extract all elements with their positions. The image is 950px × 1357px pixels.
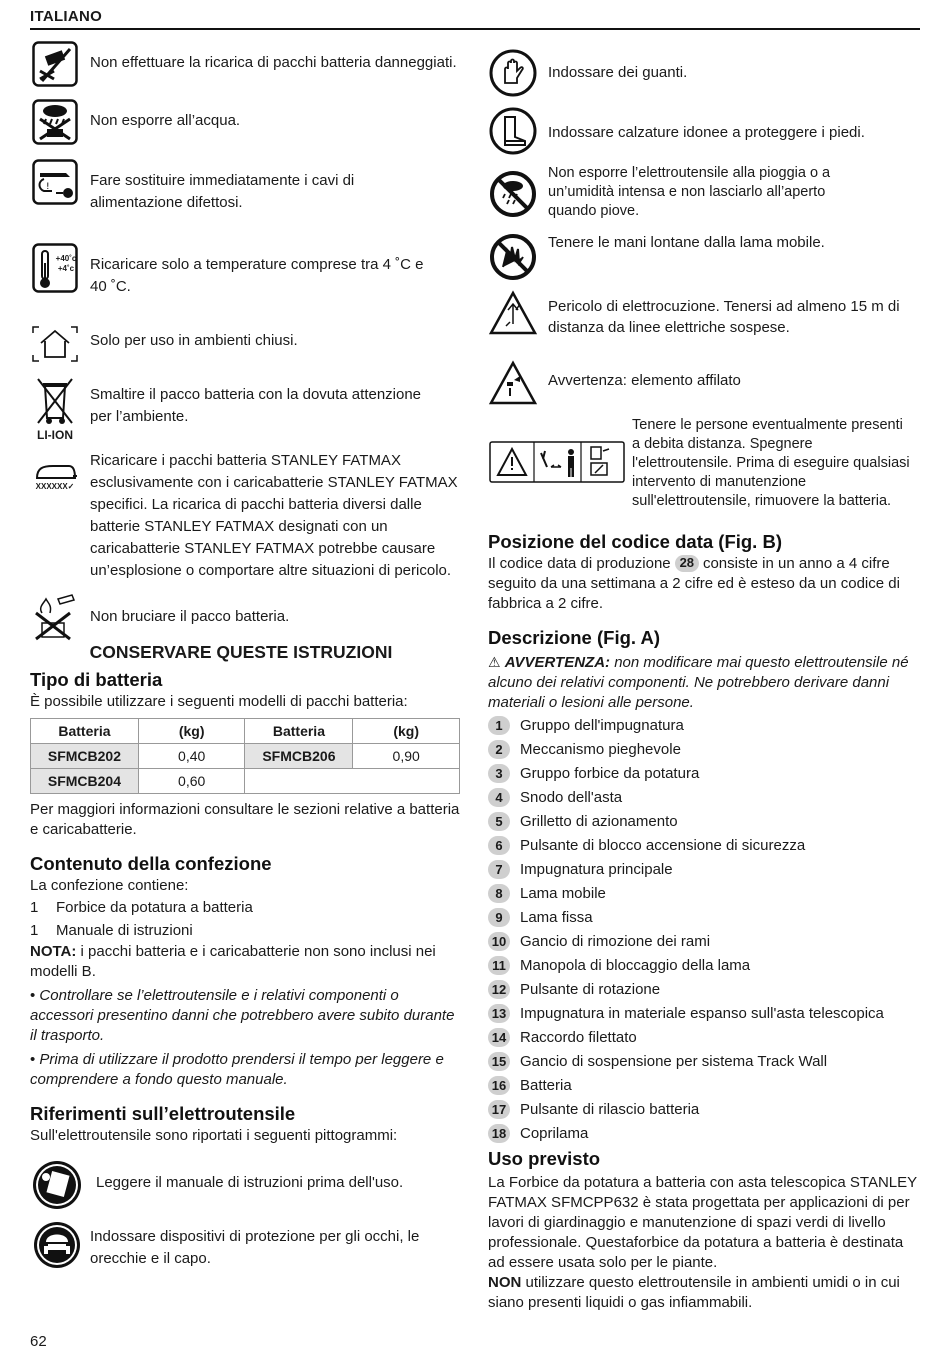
item-number: 7 xyxy=(488,860,510,879)
item-label: Raccordo filettato xyxy=(520,1028,637,1046)
references-title: Riferimenti sull’elettroutensile xyxy=(30,1103,296,1124)
pictogram-item xyxy=(30,1218,462,1274)
pictogram-text: Indossare dei guanti. xyxy=(548,64,688,81)
battery-type-intro: È possibile utilizzare i seguenti modelli di pacchi batteria: xyxy=(30,693,408,710)
warning-item xyxy=(30,454,462,592)
list-item xyxy=(488,713,920,737)
warning-triangle-icon: ⚠ xyxy=(488,654,501,670)
right-column xyxy=(488,40,920,1313)
recycle-bin-icon xyxy=(30,376,80,448)
list-item xyxy=(488,761,920,785)
package-note xyxy=(30,942,462,982)
language-label: ITALIANO xyxy=(30,8,103,25)
note-text: i pacchi batteria e i caricabatterie non sono inclusi nei modelli B. xyxy=(30,943,436,980)
damaged-battery-icon xyxy=(30,40,80,88)
charger-label: XXXXXX✓ xyxy=(35,481,75,491)
list-item xyxy=(30,896,462,919)
item-label: Pulsante di blocco accensione di sicurezza xyxy=(520,836,806,854)
item-label: Impugnatura in materiale espanso sull'asta telescopica xyxy=(520,1004,884,1022)
list-item xyxy=(488,1025,920,1049)
item-number: 13 xyxy=(488,1004,510,1023)
boots-icon xyxy=(488,106,538,156)
list-item xyxy=(488,953,920,977)
charger-icon xyxy=(30,454,80,498)
svg-text:!: ! xyxy=(46,182,50,192)
list-item xyxy=(488,1097,920,1121)
date-code-badge: 28 xyxy=(675,555,699,572)
item-label: Gancio di sospensione per sistema Track Wall xyxy=(520,1052,828,1070)
no-rain-icon xyxy=(488,166,538,222)
empty-cell xyxy=(245,769,460,794)
no-fire-icon xyxy=(30,592,80,642)
no-water-icon xyxy=(30,98,80,146)
list-item xyxy=(488,1073,920,1097)
item-label: Gancio di rimozione dei rami xyxy=(520,932,711,950)
list-item xyxy=(488,929,920,953)
item-number: 4 xyxy=(488,788,510,807)
battery-table xyxy=(30,718,460,794)
package-intro: La confezione contiene: xyxy=(30,877,189,894)
list-item xyxy=(488,1049,920,1073)
item-label: Forbice da potatura a batteria xyxy=(56,899,253,916)
list-item xyxy=(488,737,920,761)
protective-gear-icon xyxy=(30,1218,84,1272)
item-label: Impugnatura principale xyxy=(520,860,673,878)
pictogram-text: Avvertenza: elemento affilato xyxy=(548,372,741,389)
note-label: NOTA: xyxy=(30,943,77,960)
page-header xyxy=(30,8,920,30)
date-code-text-after: consiste in un anno a 4 cifre seguito da una settimana a 2 cifre ed è esteso da un codice di fabbrica a 2 cifre. xyxy=(488,555,900,612)
warning-text: Ricaricare solo a temperature comprese tra 4 ˚C e 40 ˚C. xyxy=(90,256,424,295)
item-number: 8 xyxy=(488,884,510,903)
keep-instructions-heading: CONSERVARE QUESTE ISTRUZIONI xyxy=(89,642,393,662)
component-list xyxy=(488,713,920,1145)
non-text: utilizzare questo elettroutensile in ambienti umidi o in cui siano presenti liquidi o gas infiammabili. xyxy=(488,1274,900,1311)
model-cell: SFMCB204 xyxy=(31,769,139,794)
intended-use-warning xyxy=(488,1273,920,1313)
weight-cell: 0,90 xyxy=(353,744,460,769)
pictogram-text: Indossare dispositivi di protezione per gli occhi, le orecchie e il capo. xyxy=(90,1228,420,1267)
item-number: 14 xyxy=(488,1028,510,1047)
pictogram-item xyxy=(30,1158,462,1216)
intended-use-text: La Forbice da potatura a batteria con asta telescopica STANLEY FATMAX SFMCPP632 è stata progettata per applicazioni di per lavori di giardinaggio e manutenzione di spazi verdi di livello professionale. Questaforbice da potatura a batteria è destinata ad essere usata solo per le piante. xyxy=(488,1174,917,1271)
thermometer-label-bottom: +4˚c xyxy=(57,263,75,273)
pictogram-text: Indossare calzature idonee a proteggere i piedi. xyxy=(548,124,865,141)
bullet-text: Prima di utilizzare il prodotto prendersi il tempo per leggere e comprendere a fondo questo manuale. xyxy=(30,1051,444,1088)
date-code-text-before: Il codice data di produzione xyxy=(488,555,675,572)
list-item xyxy=(488,809,920,833)
warning-text: Solo per uso in ambienti chiusi. xyxy=(90,332,298,349)
non-label: NON xyxy=(488,1274,522,1291)
thermometer-icon xyxy=(30,242,80,294)
page-number: 62 xyxy=(30,1333,47,1350)
keep-distance-icon xyxy=(488,422,626,502)
pictogram-text: Leggere il manuale di istruzioni prima dell'uso. xyxy=(96,1174,404,1191)
item-number: 1 xyxy=(488,716,510,735)
warning-label: AVVERTENZA: xyxy=(504,654,611,671)
item-number: 16 xyxy=(488,1076,510,1095)
date-code-title: Posizione del codice data (Fig. B) xyxy=(488,531,782,552)
pictogram-text: Tenere le persone eventualmente presenti a debita distanza. Spegnere l'elettroutensile. Prima di eseguire qualsiasi intervento di manutenzione sull'elettroutensile, rimuovere la batteria. xyxy=(632,417,910,509)
pictogram-text: Non esporre l’elettroutensile alla pioggia o a un’umidità intensa e non lasciarlo all’aperto quando piove. xyxy=(548,165,831,219)
item-label: Meccanismo pieghevole xyxy=(520,740,681,758)
date-code-text xyxy=(488,554,920,614)
pictogram-item xyxy=(488,106,920,158)
electrocution-warning-icon xyxy=(488,288,538,338)
list-item xyxy=(488,881,920,905)
header-cell: Batteria xyxy=(245,719,353,744)
item-label: Lama mobile xyxy=(520,884,606,902)
item-label: Manopola di bloccaggio della lama xyxy=(520,956,751,974)
item-number: 11 xyxy=(488,956,510,975)
indoor-house-icon xyxy=(30,324,80,364)
item-number: 3 xyxy=(488,764,510,783)
item-qty: 1 xyxy=(30,922,39,939)
item-number: 6 xyxy=(488,836,510,855)
bullet-item: • Prima di utilizzare il prodotto prendersi il tempo per leggere e comprendere a fondo questo manuale. xyxy=(30,1051,444,1088)
item-number: 15 xyxy=(488,1052,510,1071)
warning-text: Ricaricare i pacchi batteria STANLEY FATMAX esclusivamente con i caricabatterie STANLEY FATMAX specifici. La ricarica di pacchi batteria diversi dalle batterie STANLEY FATMAX designati con un caricabatterie STANLEY FATMAX potrebbe causare un’esplosione o comportare altre situazioni di pericolo. xyxy=(90,452,458,579)
item-label: Batteria xyxy=(520,1076,572,1094)
pictogram-text: Pericolo di elettrocuzione. Tenersi ad almeno 15 m di distanza da linee elettriche sospese. xyxy=(548,298,900,336)
item-number: 5 xyxy=(488,812,510,831)
warning-text: Non esporre all’acqua. xyxy=(90,112,241,129)
warning-text: non modificare mai questo elettroutensile né alcuno dei relativi componenti. Ne potrebbero derivare danni materiali o lesioni alle persone. xyxy=(488,654,909,711)
pictogram-item xyxy=(488,358,920,418)
warning-text: Non effettuare la ricarica di pacchi batteria danneggiati. xyxy=(90,54,457,71)
item-label: Lama fissa xyxy=(520,908,593,926)
item-number: 18 xyxy=(488,1124,510,1143)
list-item xyxy=(488,977,920,1001)
list-item xyxy=(488,785,920,809)
list-item xyxy=(488,1121,920,1145)
gloves-icon xyxy=(488,48,538,98)
warning-text: Non bruciare il pacco batteria. xyxy=(90,608,290,625)
warning-item xyxy=(30,324,462,372)
package-title: Contenuto della confezione xyxy=(30,853,272,874)
warning-text: Fare sostituire immediatamente i cavi di alimentazione difettosi. xyxy=(90,172,355,211)
item-number: 17 xyxy=(488,1100,510,1119)
item-label: Grilletto di azionamento xyxy=(520,812,678,830)
warning-item xyxy=(30,376,462,454)
header-cell: (kg) xyxy=(353,719,460,744)
warning-text: Smaltire il pacco batteria con la dovuta attenzione per l’ambiente. xyxy=(90,386,422,425)
description-warning xyxy=(488,652,920,713)
list-item xyxy=(488,857,920,881)
header-cell: (kg) xyxy=(138,719,245,744)
warning-item xyxy=(30,242,462,324)
list-item xyxy=(30,919,462,942)
model-cell: SFMCB206 xyxy=(245,744,353,769)
item-label: Coprilama xyxy=(520,1124,589,1142)
pictogram-text: Tenere le mani lontane dalla lama mobile. xyxy=(548,234,825,251)
intended-use-title: Uso previsto xyxy=(488,1148,601,1169)
item-label: Gruppo dell'impugnatura xyxy=(520,716,684,734)
pictogram-item xyxy=(488,48,920,106)
pictogram-item xyxy=(488,417,920,526)
item-number: 10 xyxy=(488,932,510,951)
warning-item xyxy=(30,98,462,158)
model-cell: SFMCB202 xyxy=(31,744,139,769)
bullet-text: Controllare se l’elettroutensile e i relativi componenti o accessori presentino danni che potrebbero avere subito durante il trasporto. xyxy=(30,987,455,1044)
item-number: 2 xyxy=(488,740,510,759)
item-number: 12 xyxy=(488,980,510,999)
item-qty: 1 xyxy=(30,899,39,916)
weight-cell: 0,40 xyxy=(138,744,245,769)
battery-type-title: Tipo di batteria xyxy=(30,669,163,690)
warning-item xyxy=(30,158,462,238)
warning-item xyxy=(30,592,462,644)
item-label: Pulsante di rotazione xyxy=(520,980,661,998)
item-label: Snodo dell'asta xyxy=(520,788,623,806)
sharp-element-warning-icon xyxy=(488,358,538,408)
pictogram-item xyxy=(488,166,920,232)
references-intro: Sull'elettroutensile sono riportati i seguenti pittogrammi: xyxy=(30,1127,398,1144)
item-label: Gruppo forbice da potatura xyxy=(520,764,700,782)
header-cell: Batteria xyxy=(31,719,139,744)
table-row xyxy=(31,744,460,769)
pictogram-item xyxy=(488,288,920,358)
description-title: Descrizione (Fig. A) xyxy=(488,627,661,648)
left-column xyxy=(30,40,462,1274)
thermometer-label-top: +40˚c xyxy=(55,253,77,263)
pictogram-item xyxy=(488,232,920,284)
item-number: 9 xyxy=(488,908,510,927)
bullet-item: • Controllare se l’elettroutensile e i relativi componenti o accessori presentino danni che potrebbero avere subito durante il trasporto. xyxy=(30,987,455,1044)
item-label: Pulsante di rilascio batteria xyxy=(520,1100,700,1118)
battery-note: Per maggiori informazioni consultare le sezioni relative a batteria e caricabatterie. xyxy=(30,801,460,838)
read-manual-icon xyxy=(30,1158,84,1212)
list-item xyxy=(488,905,920,929)
weight-cell: 0,60 xyxy=(138,769,245,794)
table-header-row xyxy=(31,719,460,744)
hands-away-icon xyxy=(488,232,538,282)
item-label: Manuale di istruzioni xyxy=(56,922,193,939)
list-item xyxy=(488,833,920,857)
table-row xyxy=(31,769,460,794)
damaged-cord-icon xyxy=(30,158,80,206)
li-ion-label: LI-ION xyxy=(37,428,73,442)
list-item xyxy=(488,1001,920,1025)
warning-item xyxy=(30,40,462,90)
